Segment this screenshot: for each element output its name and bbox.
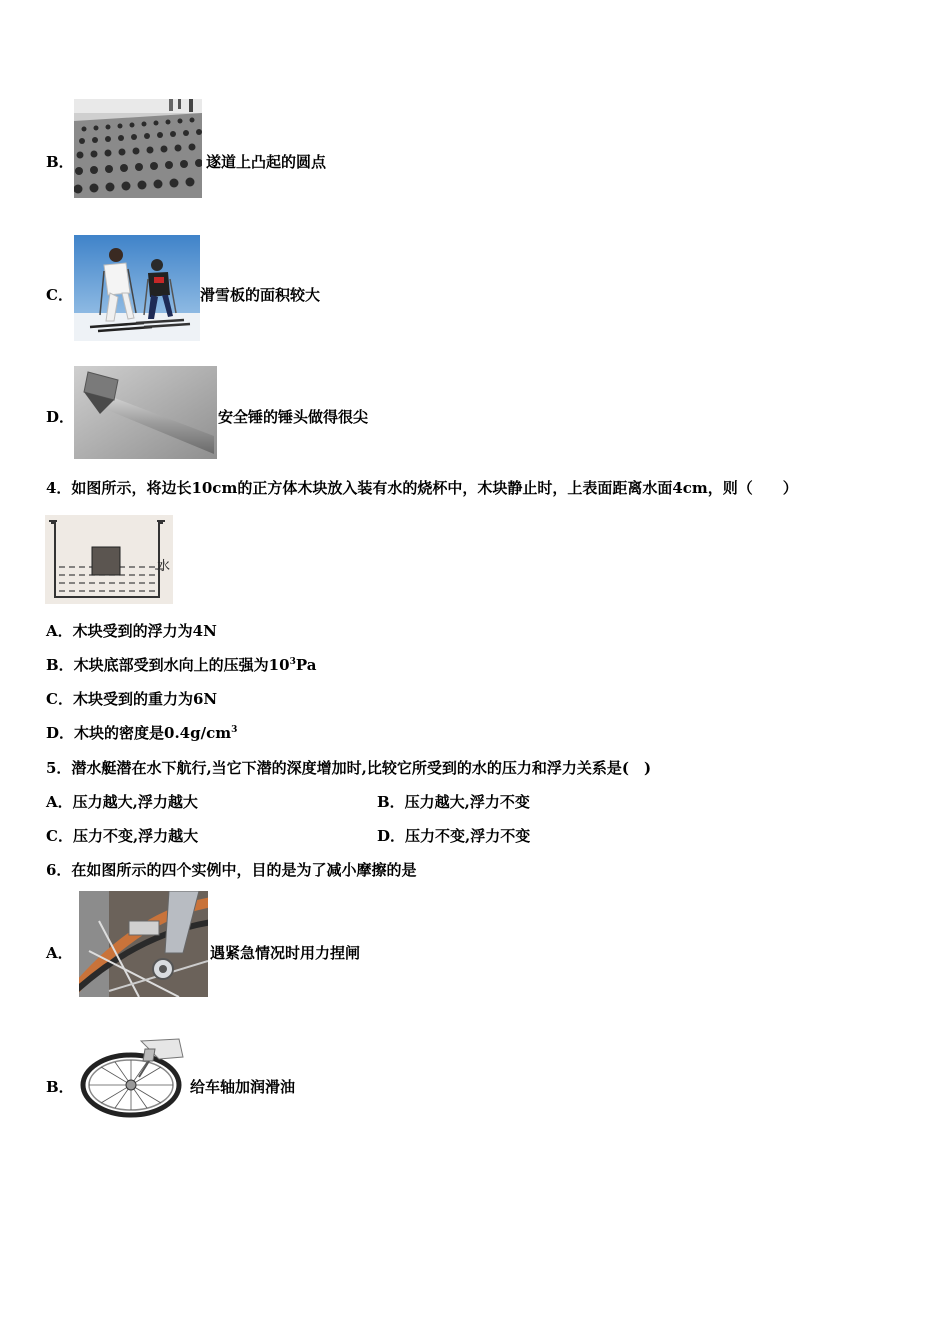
skiers-image [74,235,200,341]
option-b-letter: B． [46,153,74,171]
bicycle-brake-image [79,891,208,997]
option-c-text: 滑雪板的面积较大 [200,286,321,304]
beaker-figure [45,515,173,604]
option-d-text: 安全锤的锤头做得很尖 [218,408,369,426]
q6-option-b-letter: B． [46,1078,74,1096]
wheel-oiling-image [79,1035,186,1120]
option-c-letter: C． [46,286,73,304]
q4-option-b: B．木块底部受到水向上的压强为$10^3Pa$ [46,656,317,674]
tactile-paving-image [74,99,202,198]
option-b-text: 遂道上凸起的圆点 [206,153,327,171]
safety-hammer-image [74,366,217,459]
q5-option-a: A．压力越大,浮力越大 [46,793,198,811]
option-d-letter: D． [46,408,75,426]
q4-option-d: D．木块的密度是$0.4g/cm^3$ [46,724,238,742]
q5-option-d: D．压力不变,浮力不变 [377,827,531,845]
superscript: 3 [231,725,238,735]
water-label: 水 [157,559,171,574]
q5-option-b: B．压力越大,浮力不变 [377,793,530,811]
q6-option-a-letter: A． [46,944,73,962]
q6-option-b-text: 给车轴加润滑油 [190,1078,296,1096]
question-6-stem: 6．在如图所示的四个实例中，目的是为了减小摩擦的是 [46,861,417,879]
q6-option-a-text: 遇紧急情况时用力捏闸 [210,944,361,962]
q4-option-c: C．木块受到的重力为6N [46,690,218,708]
q5-option-c: C．压力不变,浮力越大 [46,827,199,845]
question-5-stem: 5．潜水艇潜在水下航行,当它下潜的深度增加时,比较它所受到的水的压力和浮力关系是( ) [46,759,652,777]
q4-option-a: A．木块受到的浮力为4N [46,622,217,640]
question-4-stem: 4．如图所示，将边长10cm的正方体木块放入装有水的烧杯中，木块静止时，上表面距离水面4cm，则（ ） [46,479,798,497]
superscript: 3 [289,657,296,667]
